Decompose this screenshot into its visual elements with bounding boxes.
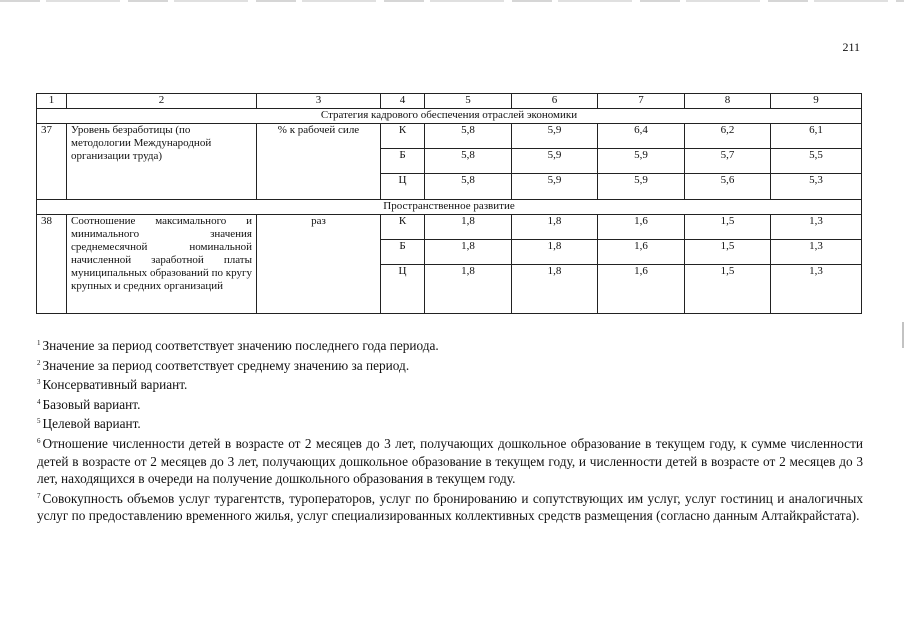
column-number: 4	[381, 94, 425, 109]
value-cell: 1,8	[512, 240, 598, 265]
variant-label: К	[381, 124, 425, 149]
footnote	[37, 355, 863, 375]
value-cell: 5,8	[425, 124, 512, 149]
footnote-mark: 5	[37, 417, 41, 426]
indicators-table	[36, 93, 862, 314]
value-cell: 6,1	[771, 124, 862, 149]
row-number: 37	[37, 124, 67, 200]
row-number: 38	[37, 215, 67, 314]
footnote-mark: 4	[37, 397, 41, 406]
value-cell: 1,5	[685, 240, 771, 265]
table-row	[37, 215, 862, 240]
footnote-mark: 2	[37, 358, 41, 367]
column-number: 8	[685, 94, 771, 109]
section-row	[37, 109, 862, 124]
value-cell: 5,8	[425, 149, 512, 174]
column-number: 5	[425, 94, 512, 109]
footnote	[37, 488, 863, 525]
value-cell: 5,9	[598, 149, 685, 174]
column-number: 6	[512, 94, 598, 109]
value-cell: 6,2	[685, 124, 771, 149]
footnotes	[37, 335, 863, 525]
footnote-text: Значение за период соответствует значению последнего года периода.	[42, 338, 439, 353]
column-number: 9	[771, 94, 862, 109]
value-cell: 1,8	[512, 265, 598, 314]
value-cell: 5,9	[512, 149, 598, 174]
footnote	[37, 413, 863, 433]
variant-label: Б	[381, 240, 425, 265]
value-cell: 1,6	[598, 215, 685, 240]
value-cell: 1,8	[425, 265, 512, 314]
footnote	[37, 335, 863, 355]
value-cell: 1,8	[425, 215, 512, 240]
value-cell: 1,6	[598, 240, 685, 265]
footnote-mark: 3	[37, 378, 41, 387]
indicator-name: Соотношение максимального и минимального значения среднемесячной номинальной начисленной заработной платы муниципальных образований по кругу крупных и средних организаций	[67, 215, 257, 314]
value-cell: 1,3	[771, 215, 862, 240]
column-number: 1	[37, 94, 67, 109]
value-cell: 6,4	[598, 124, 685, 149]
variant-label: Ц	[381, 265, 425, 314]
footnote-mark: 7	[37, 491, 41, 500]
column-number: 3	[257, 94, 381, 109]
value-cell: 5,7	[685, 149, 771, 174]
value-cell: 5,9	[512, 174, 598, 200]
section-title: Пространственное развитие	[37, 200, 862, 215]
value-cell: 5,5	[771, 149, 862, 174]
footnote-text: Совокупность объемов услуг турагентств, туроператоров, услуг по бронированию и сопутствующих им услуг, услуг гостиниц и аналогичных услуг по предоставлению временного жилья, услуг специализированных коллективных средств размещения (согласно данным Алтайкрайстата).	[37, 490, 863, 524]
variant-label: К	[381, 215, 425, 240]
indicator-name: Уровень безработицы (по методологии Международной организации труда)	[67, 124, 257, 200]
value-cell: 5,8	[425, 174, 512, 200]
section-row	[37, 200, 862, 215]
value-cell: 1,3	[771, 265, 862, 314]
footnote-text: Значение за период соответствует среднему значению за период.	[42, 357, 410, 373]
value-cell: 1,5	[685, 215, 771, 240]
footnote	[37, 433, 863, 488]
footnote	[37, 374, 863, 394]
page-number: 211	[842, 40, 860, 54]
value-cell: 1,3	[771, 240, 862, 265]
footnote-text: Консервативный вариант.	[42, 377, 188, 393]
footnote-text: Отношение численности детей в возрасте от 2 месяцев до 3 лет, получающих дошкольное образование в текущем году, к сумме численности детей в возрасте от 2 месяцев до 3 лет, получающих дошкольное образование в текущем году, и численности детей в возрасте от 2 месяцев до 3 лет, находящихся в очереди на получение дошкольного образования в текущем году.	[37, 435, 863, 487]
table-row	[37, 124, 862, 149]
value-cell: 1,8	[425, 240, 512, 265]
value-cell: 5,9	[512, 124, 598, 149]
value-cell: 1,5	[685, 265, 771, 314]
footnote-mark: 6	[37, 436, 41, 445]
value-cell: 5,6	[685, 174, 771, 200]
variant-label: Ц	[381, 174, 425, 200]
footnote-text: Целевой вариант.	[42, 416, 141, 432]
footnote-mark: 1	[37, 339, 41, 347]
value-cell: 5,3	[771, 174, 862, 200]
section-title: Стратегия кадрового обеспечения отраслей экономики	[37, 109, 862, 124]
footnote	[37, 394, 863, 414]
value-cell: 1,6	[598, 265, 685, 314]
footnote-text: Базовый вариант.	[42, 396, 141, 412]
scan-edge-top	[0, 0, 904, 2]
value-cell: 5,9	[598, 174, 685, 200]
unit: раз	[257, 215, 381, 314]
unit: % к рабочей силе	[257, 124, 381, 200]
column-number: 7	[598, 94, 685, 109]
value-cell: 1,8	[512, 215, 598, 240]
column-number: 2	[67, 94, 257, 109]
variant-label: Б	[381, 149, 425, 174]
column-number-row	[37, 94, 862, 109]
